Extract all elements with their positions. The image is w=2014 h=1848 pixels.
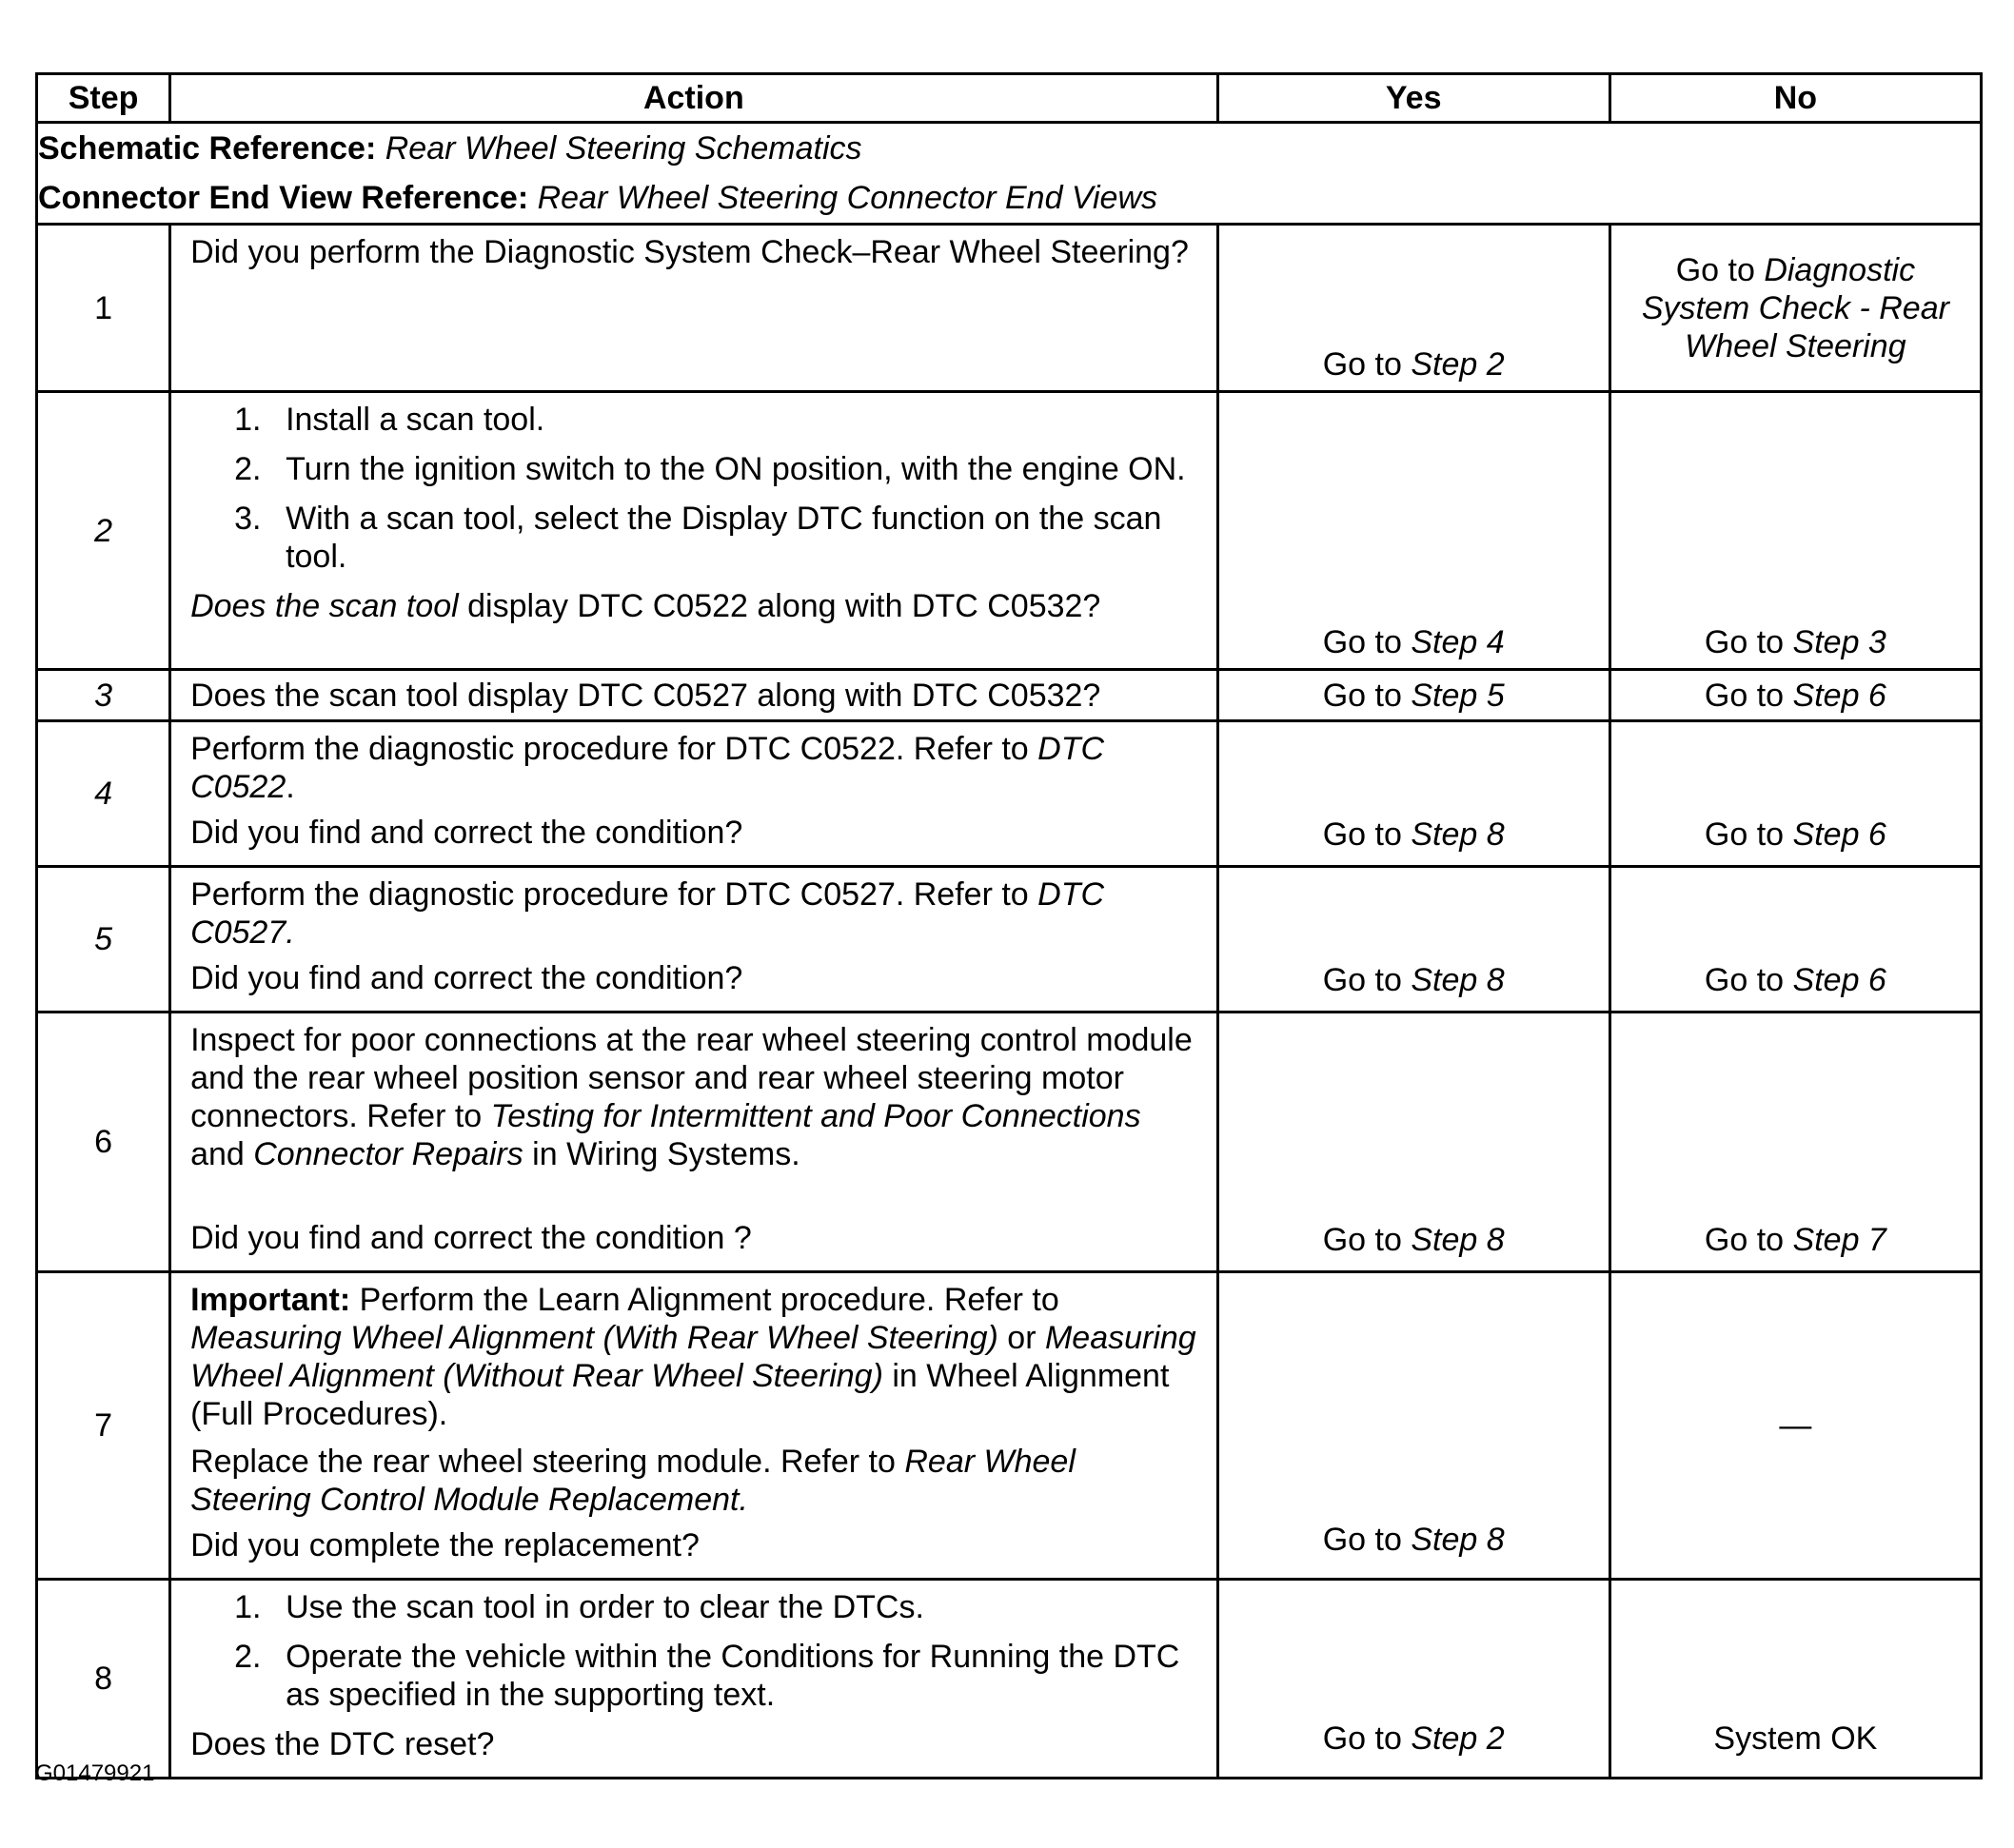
action-cell	[170, 1012, 1218, 1272]
yes-step-link[interactable]: Step 8	[1411, 962, 1505, 998]
important-note: Important: Perform the Learn Alignment procedure. Refer to Measuring Wheel Alignment (With Rear Wheel Steering) or Measuring Wheel Alignment (Without Rear Wheel Steering) in Wheel Alignment (Full Procedures).	[190, 1282, 1196, 1432]
schematic-reference-label: Schematic Reference:	[38, 130, 377, 167]
yes-step-link[interactable]: Step 2	[1411, 1720, 1505, 1757]
connector-reference-label: Connector End View Reference:	[38, 180, 529, 216]
schematic-reference-link[interactable]: Rear Wheel Steering Schematics	[385, 130, 862, 167]
no-cell	[1609, 670, 1981, 721]
action-question: Does the DTC reset?	[190, 1726, 495, 1762]
go-to-label: Go to	[1704, 677, 1785, 714]
no-step-link[interactable]: Step 6	[1792, 962, 1886, 998]
go-to-label: Go to	[1675, 251, 1755, 288]
no-dash: —	[1779, 1407, 1812, 1444]
no-cell	[1609, 867, 1981, 1012]
list-item: 1. Install a scan tool.	[234, 402, 545, 438]
step-number: 8	[37, 1580, 170, 1779]
action-list	[190, 401, 1197, 576]
action-text: Inspect for poor connections at the rear wheel steering control module and the rear wheel position sensor and rear wheel steering motor connectors. Refer to Testing for Intermittent and Poor Connections and Connector Repairs in Wiring Systems.	[190, 1022, 1193, 1172]
action-question: Did you find and correct the condition?	[190, 960, 743, 996]
go-to-label: Go to	[1322, 962, 1402, 998]
yes-cell	[1217, 1580, 1609, 1779]
action-list	[190, 1588, 1197, 1714]
yes-step-link[interactable]: Step 8	[1411, 1522, 1505, 1558]
figure-id: G01479921	[35, 1760, 155, 1786]
header-no: No	[1609, 74, 1981, 123]
no-step-link[interactable]: Step 6	[1792, 677, 1886, 714]
list-item: 2. Turn the ignition switch to the ON position, with the engine ON.	[234, 451, 1186, 487]
action-text: Perform the diagnostic procedure for DTC C0527. Refer to DTC C0527.	[190, 876, 1105, 951]
action-question: Does the scan tool display DTC C0527 along with DTC C0532?	[190, 677, 1101, 714]
no-cell	[1609, 1580, 1981, 1779]
table-row	[37, 1012, 1982, 1272]
go-to-label: Go to	[1322, 816, 1402, 853]
reference-link[interactable]: Testing for Intermittent and Poor Connections	[490, 1098, 1141, 1134]
action-cell	[170, 225, 1218, 392]
yes-step-link[interactable]: Step 8	[1411, 1222, 1505, 1258]
yes-cell	[1217, 721, 1609, 867]
step-number: 5	[37, 867, 170, 1012]
action-question: Did you find and correct the condition ?	[190, 1220, 752, 1256]
go-to-label: Go to	[1322, 1522, 1402, 1558]
go-to-label: Go to	[1322, 1222, 1402, 1258]
step-number: 4	[37, 721, 170, 867]
step-number: 7	[37, 1272, 170, 1580]
go-to-label: Go to	[1322, 677, 1402, 714]
table-row	[37, 1580, 1982, 1779]
reference-link[interactable]: Measuring Wheel Alignment (Without Rear Wheel Steering)	[190, 1320, 1196, 1394]
action-text: Replace the rear wheel steering module. Refer to Rear Wheel Steering Control Module Replacement.	[190, 1444, 1076, 1518]
action-question: Did you perform the Diagnostic System Check–Rear Wheel Steering?	[190, 234, 1189, 270]
yes-step-link[interactable]: Step 2	[1411, 346, 1505, 383]
go-to-label: Go to	[1322, 346, 1402, 383]
yes-cell	[1217, 225, 1609, 392]
schematic-reference	[38, 124, 1980, 173]
header-step: Step	[37, 74, 170, 123]
no-cell	[1609, 721, 1981, 867]
go-to-label: Go to	[1322, 1720, 1402, 1757]
reference-link[interactable]: DTC C0527	[190, 876, 1105, 951]
action-cell	[170, 721, 1218, 867]
action-cell	[170, 1272, 1218, 1580]
table-row	[37, 867, 1982, 1012]
no-step-link[interactable]: Step 3	[1792, 624, 1886, 660]
list-item: 1. Use the scan tool in order to clear the DTCs.	[234, 1589, 924, 1625]
go-to-label: Go to	[1704, 1222, 1785, 1258]
go-to-label: Go to	[1704, 624, 1785, 660]
table-row	[37, 670, 1982, 721]
action-question: Does the scan tool display DTC C0522 along with DTC C0532?	[190, 588, 1101, 624]
diagnostic-table	[35, 72, 1983, 1779]
action-cell	[170, 867, 1218, 1012]
list-item: 3. With a scan tool, select the Display DTC function on the scan tool.	[234, 501, 1162, 575]
go-to-label: Go to	[1704, 962, 1785, 998]
table-row	[37, 721, 1982, 867]
table-row	[37, 392, 1982, 670]
reference-link[interactable]: Rear Wheel Steering Control Module Replacement	[190, 1444, 1076, 1518]
header-row	[37, 74, 1982, 123]
action-question: Did you find and correct the condition?	[190, 815, 743, 851]
yes-cell	[1217, 1272, 1609, 1580]
no-cell	[1609, 392, 1981, 670]
reference-row	[37, 123, 1982, 225]
yes-cell	[1217, 392, 1609, 670]
step-number: 1	[37, 225, 170, 392]
step-number: 6	[37, 1012, 170, 1272]
table-row	[37, 225, 1982, 392]
connector-reference-link[interactable]: Rear Wheel Steering Connector End Views	[537, 180, 1158, 216]
no-step-link[interactable]: Step 6	[1792, 816, 1886, 853]
action-cell	[170, 1580, 1218, 1779]
list-item: 2. Operate the vehicle within the Conditions for Running the DTC as specified in the supporting text.	[234, 1639, 1180, 1713]
go-to-label: Go to	[1704, 816, 1785, 853]
action-text: Perform the diagnostic procedure for DTC C0522. Refer to DTC C0522.	[190, 731, 1105, 805]
no-cell	[1609, 1012, 1981, 1272]
yes-step-link[interactable]: Step 4	[1411, 624, 1505, 660]
header-yes: Yes	[1217, 74, 1609, 123]
action-cell	[170, 392, 1218, 670]
reference-link[interactable]: Measuring Wheel Alignment (With Rear Wheel Steering)	[190, 1320, 998, 1356]
yes-cell	[1217, 1012, 1609, 1272]
step-number: 3	[37, 670, 170, 721]
yes-cell	[1217, 867, 1609, 1012]
reference-link[interactable]: Connector Repairs	[253, 1136, 523, 1172]
go-to-label: Go to	[1322, 624, 1402, 660]
reference-cell	[37, 123, 1982, 225]
no-step-link[interactable]: Diagnostic System Check - Rear Wheel Steering	[1641, 251, 1949, 364]
no-cell	[1609, 1272, 1981, 1580]
connector-reference	[38, 173, 1980, 223]
yes-step-link[interactable]: Step 8	[1411, 816, 1505, 853]
no-result: System OK	[1713, 1720, 1878, 1757]
yes-step-link[interactable]: Step 5	[1411, 677, 1505, 714]
step-number: 2	[37, 392, 170, 670]
no-cell	[1609, 225, 1981, 392]
table-row	[37, 1272, 1982, 1580]
action-question: Did you complete the replacement?	[190, 1527, 700, 1563]
no-step-link[interactable]: Step 7	[1792, 1222, 1886, 1258]
reference-link[interactable]: DTC C0522	[190, 731, 1105, 805]
header-action: Action	[170, 74, 1218, 123]
action-cell	[170, 670, 1218, 721]
yes-cell	[1217, 670, 1609, 721]
